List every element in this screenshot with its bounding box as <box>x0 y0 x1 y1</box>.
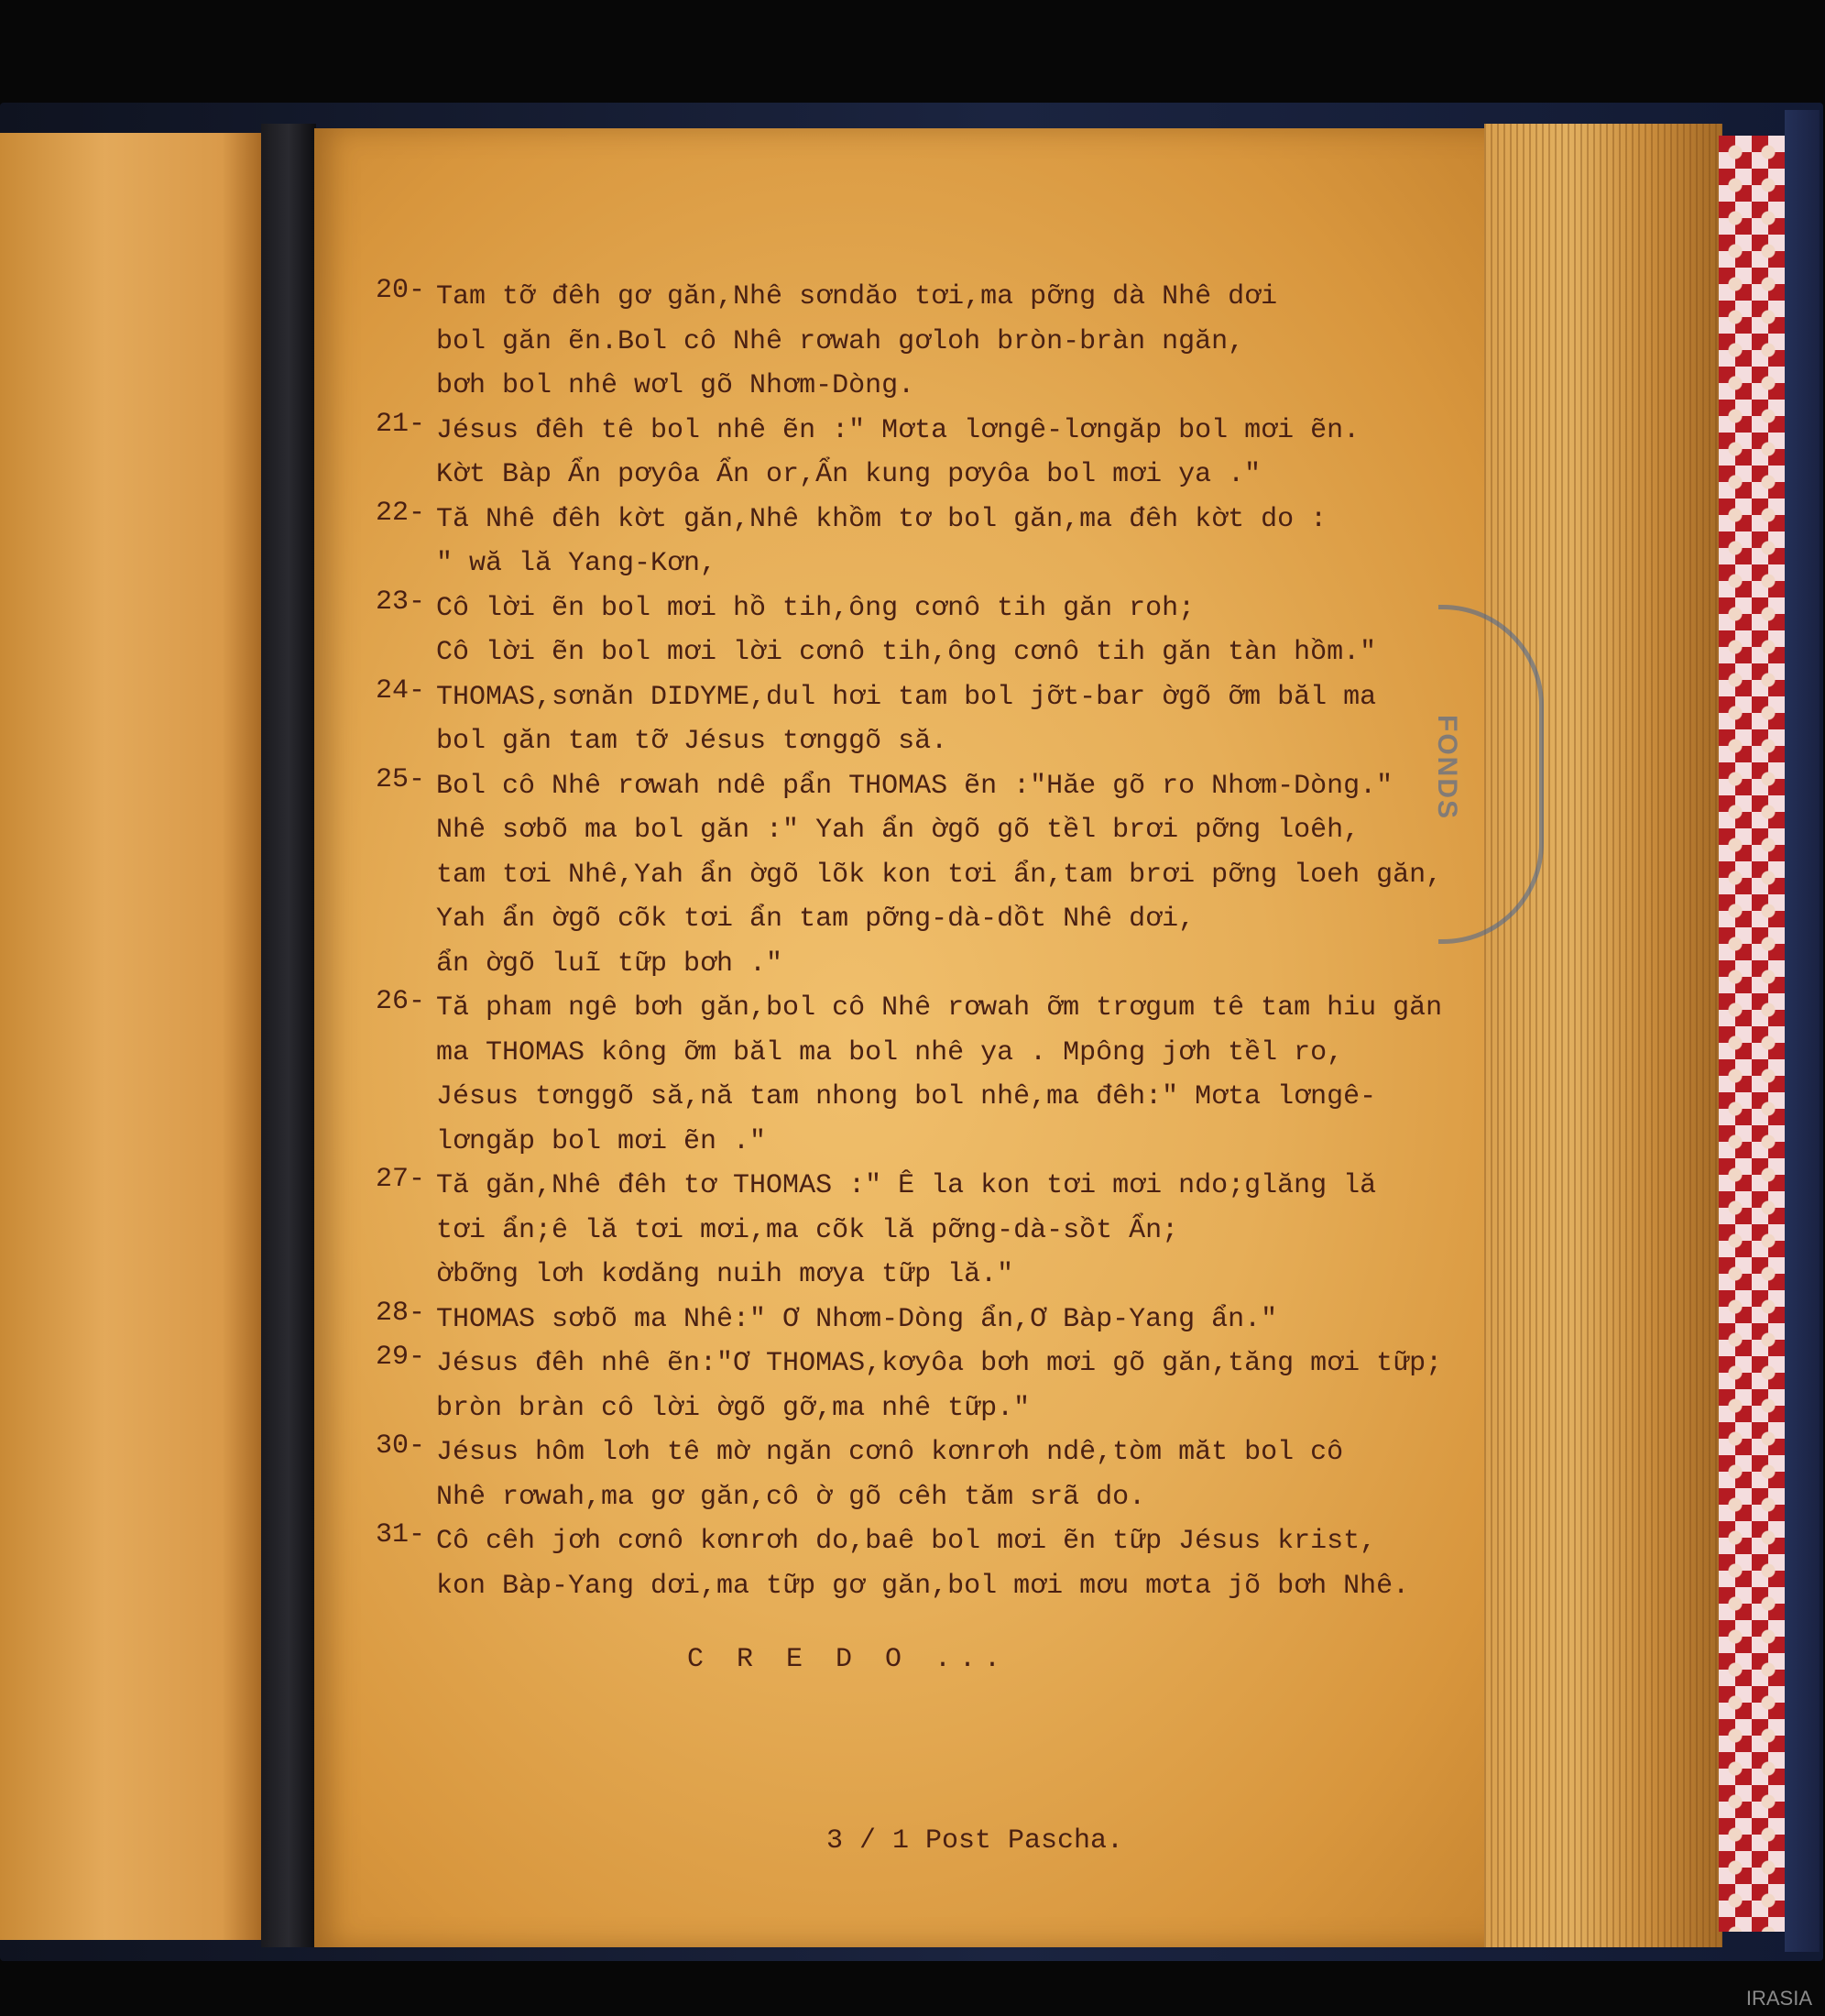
verse-line: bol găn ẽn.Bol cô Nhê rơwah gơloh bròn-bràn ngăn, <box>436 325 1245 357</box>
verse-number: 28- <box>376 1297 426 1329</box>
verse-line: Yah ẩn ờgõ cõk tơi ẩn tam pỡng-dà-dồt Nhê dơi, <box>436 904 1196 935</box>
verse-line: Jésus đêh nhê ẽn:"Ơ THOMAS,kơyôa bơh mơi gõ găn,tăng mơi tữp; <box>436 1348 1443 1379</box>
verse-line: Tam tỡ đêh gơ găn,Nhê sơndăo tơi,ma pỡng dà Nhê dơi <box>436 281 1278 312</box>
verse-line: Cô lời ẽn bol mơi hồ tih,ông cơnô tih găn roh; <box>436 592 1196 624</box>
verse-line: Tă Nhê đêh kờt găn,Nhê khồm tơ bol găn,ma đêh kờt do : <box>436 503 1328 535</box>
verse-line: Nhê sơbõ ma bol găn :" Yah ẩn ờgõ gõ tềl brơi pỡng loêh, <box>436 815 1361 846</box>
verse-line: bròn bràn cô lời ờgõ gỡ,ma nhê tữp." <box>436 1392 1031 1424</box>
verse-line: tơi ẩn;ê lă tơi mơi,ma cõk lă pỡng-dà-sồt Ẩn; <box>436 1214 1179 1246</box>
verse <box>376 675 1493 764</box>
verse-number: 27- <box>376 1164 426 1195</box>
verse-number: 29- <box>376 1342 426 1373</box>
verse-line: Kờt Bàp Ẩn pơyôa Ẩn or,Ẩn kung pơyôa bol mơi ya ." <box>436 459 1262 490</box>
verse-line: Nhê rơwah,ma gơ găn,cô ờ gõ cêh tăm srã do. <box>436 1481 1146 1513</box>
verse-number: 25- <box>376 763 426 795</box>
verse-line: THOMAS sơbõ ma Nhê:" Ơ Nhơm-Dòng ẩn,Ơ Bàp-Yang ẩn." <box>436 1303 1278 1335</box>
verse-line: " wă lă Yang-Kơn, <box>436 548 717 579</box>
verse-line: Jésus đêh tê bol nhê ẽn :" Mơta lơngê-lơngăp bol mơi ẽn. <box>436 414 1361 446</box>
verse-line: kon Bàp-Yang dơi,ma tữp gơ găn,bol mơi mơu mơta jõ bơh Nhê. <box>436 1570 1410 1602</box>
verse <box>376 1342 1493 1430</box>
verse <box>376 1164 1493 1298</box>
verse-line: Jésus hôm lơh tê mờ ngăn cơnô kơnrơh ndê,tòm măt bol cô <box>436 1437 1344 1468</box>
verse-number: 21- <box>376 408 426 440</box>
verse-line: Tă găn,Nhê đêh tơ THOMAS :" Ê la kon tơi mơi ndo;glăng lă <box>436 1170 1377 1201</box>
verse-line: lơngăp bol mơi ẽn ." <box>436 1125 767 1157</box>
left-page <box>0 133 261 1940</box>
verse-line: ma THOMAS kông ỡm băl ma bol nhê ya . Mpông jơh tềl ro, <box>436 1036 1344 1068</box>
verse <box>376 986 1493 1164</box>
verse-line: ẩn ờgõ luĩ tữp bơh ." <box>436 948 783 980</box>
verse-line: Bol cô Nhê rơwah ndê pẩn THOMAS ẽn :"Hăe gõ ro Nhơm-Dòng." <box>436 770 1393 802</box>
verse-line: ờbỡng lơh kơdăng nuih mơya tữp lă." <box>436 1259 1014 1290</box>
verse-number: 30- <box>376 1430 426 1462</box>
verse-line: THOMAS,sơnăn DIDYME,dul hơi tam bol jỡt-bar ờgõ ỡm băl ma <box>436 681 1377 713</box>
verse-number: 20- <box>376 275 426 306</box>
cover-spine-edge <box>1785 110 1820 1952</box>
verse <box>376 1430 1493 1519</box>
verse-line: tam tơi Nhê,Yah ẩn ờgõ lõk kon tơi ẩn,tam brơi pỡng loeh găn, <box>436 859 1443 891</box>
credo-line: C R E D O ... <box>687 1644 1010 1675</box>
verse <box>376 764 1493 987</box>
page-edges <box>1484 124 1722 1947</box>
verse <box>376 275 1493 409</box>
verse <box>376 586 1493 675</box>
verse-line: Cô lời ẽn bol mơi lời cơnô tih,ông cơnô tih găn tàn hồm." <box>436 637 1377 668</box>
verse-number: 31- <box>376 1519 426 1550</box>
verse-line: Jésus tơnggõ să,nă tam nhong bol nhê,ma đêh:" Mơta lơngê- <box>436 1081 1377 1112</box>
verse-line: bol găn tam tỡ Jésus tơnggõ să. <box>436 726 948 757</box>
verse <box>376 498 1493 586</box>
verse <box>376 409 1493 498</box>
typed-text-block <box>376 275 1493 1608</box>
verse-number: 26- <box>376 986 426 1017</box>
verse-number: 24- <box>376 674 426 707</box>
red-patterned-headband <box>1719 136 1788 1932</box>
book-gutter <box>261 124 316 1947</box>
verse-number: 22- <box>376 497 426 529</box>
verse-line: Cô cêh jơh cơnô kơnrơh do,baê bol mơi ẽn tữp Jésus krist, <box>436 1526 1377 1557</box>
watermark: IRASIA <box>1745 1987 1812 2010</box>
verse-number: 23- <box>376 586 426 618</box>
verse-line: Tă pham ngê bơh găn,bol cô Nhê rơwah ỡm trơgum tê tam hiu găn <box>436 992 1443 1024</box>
page-footer: 3 / 1 Post Pascha. <box>826 1825 1124 1857</box>
stamp-text: FONDS <box>1432 715 1462 820</box>
verse <box>376 1298 1493 1342</box>
verse-line: bơh bol nhê wơl gõ Nhơm-Dòng. <box>436 370 915 401</box>
verse <box>376 1519 1493 1608</box>
